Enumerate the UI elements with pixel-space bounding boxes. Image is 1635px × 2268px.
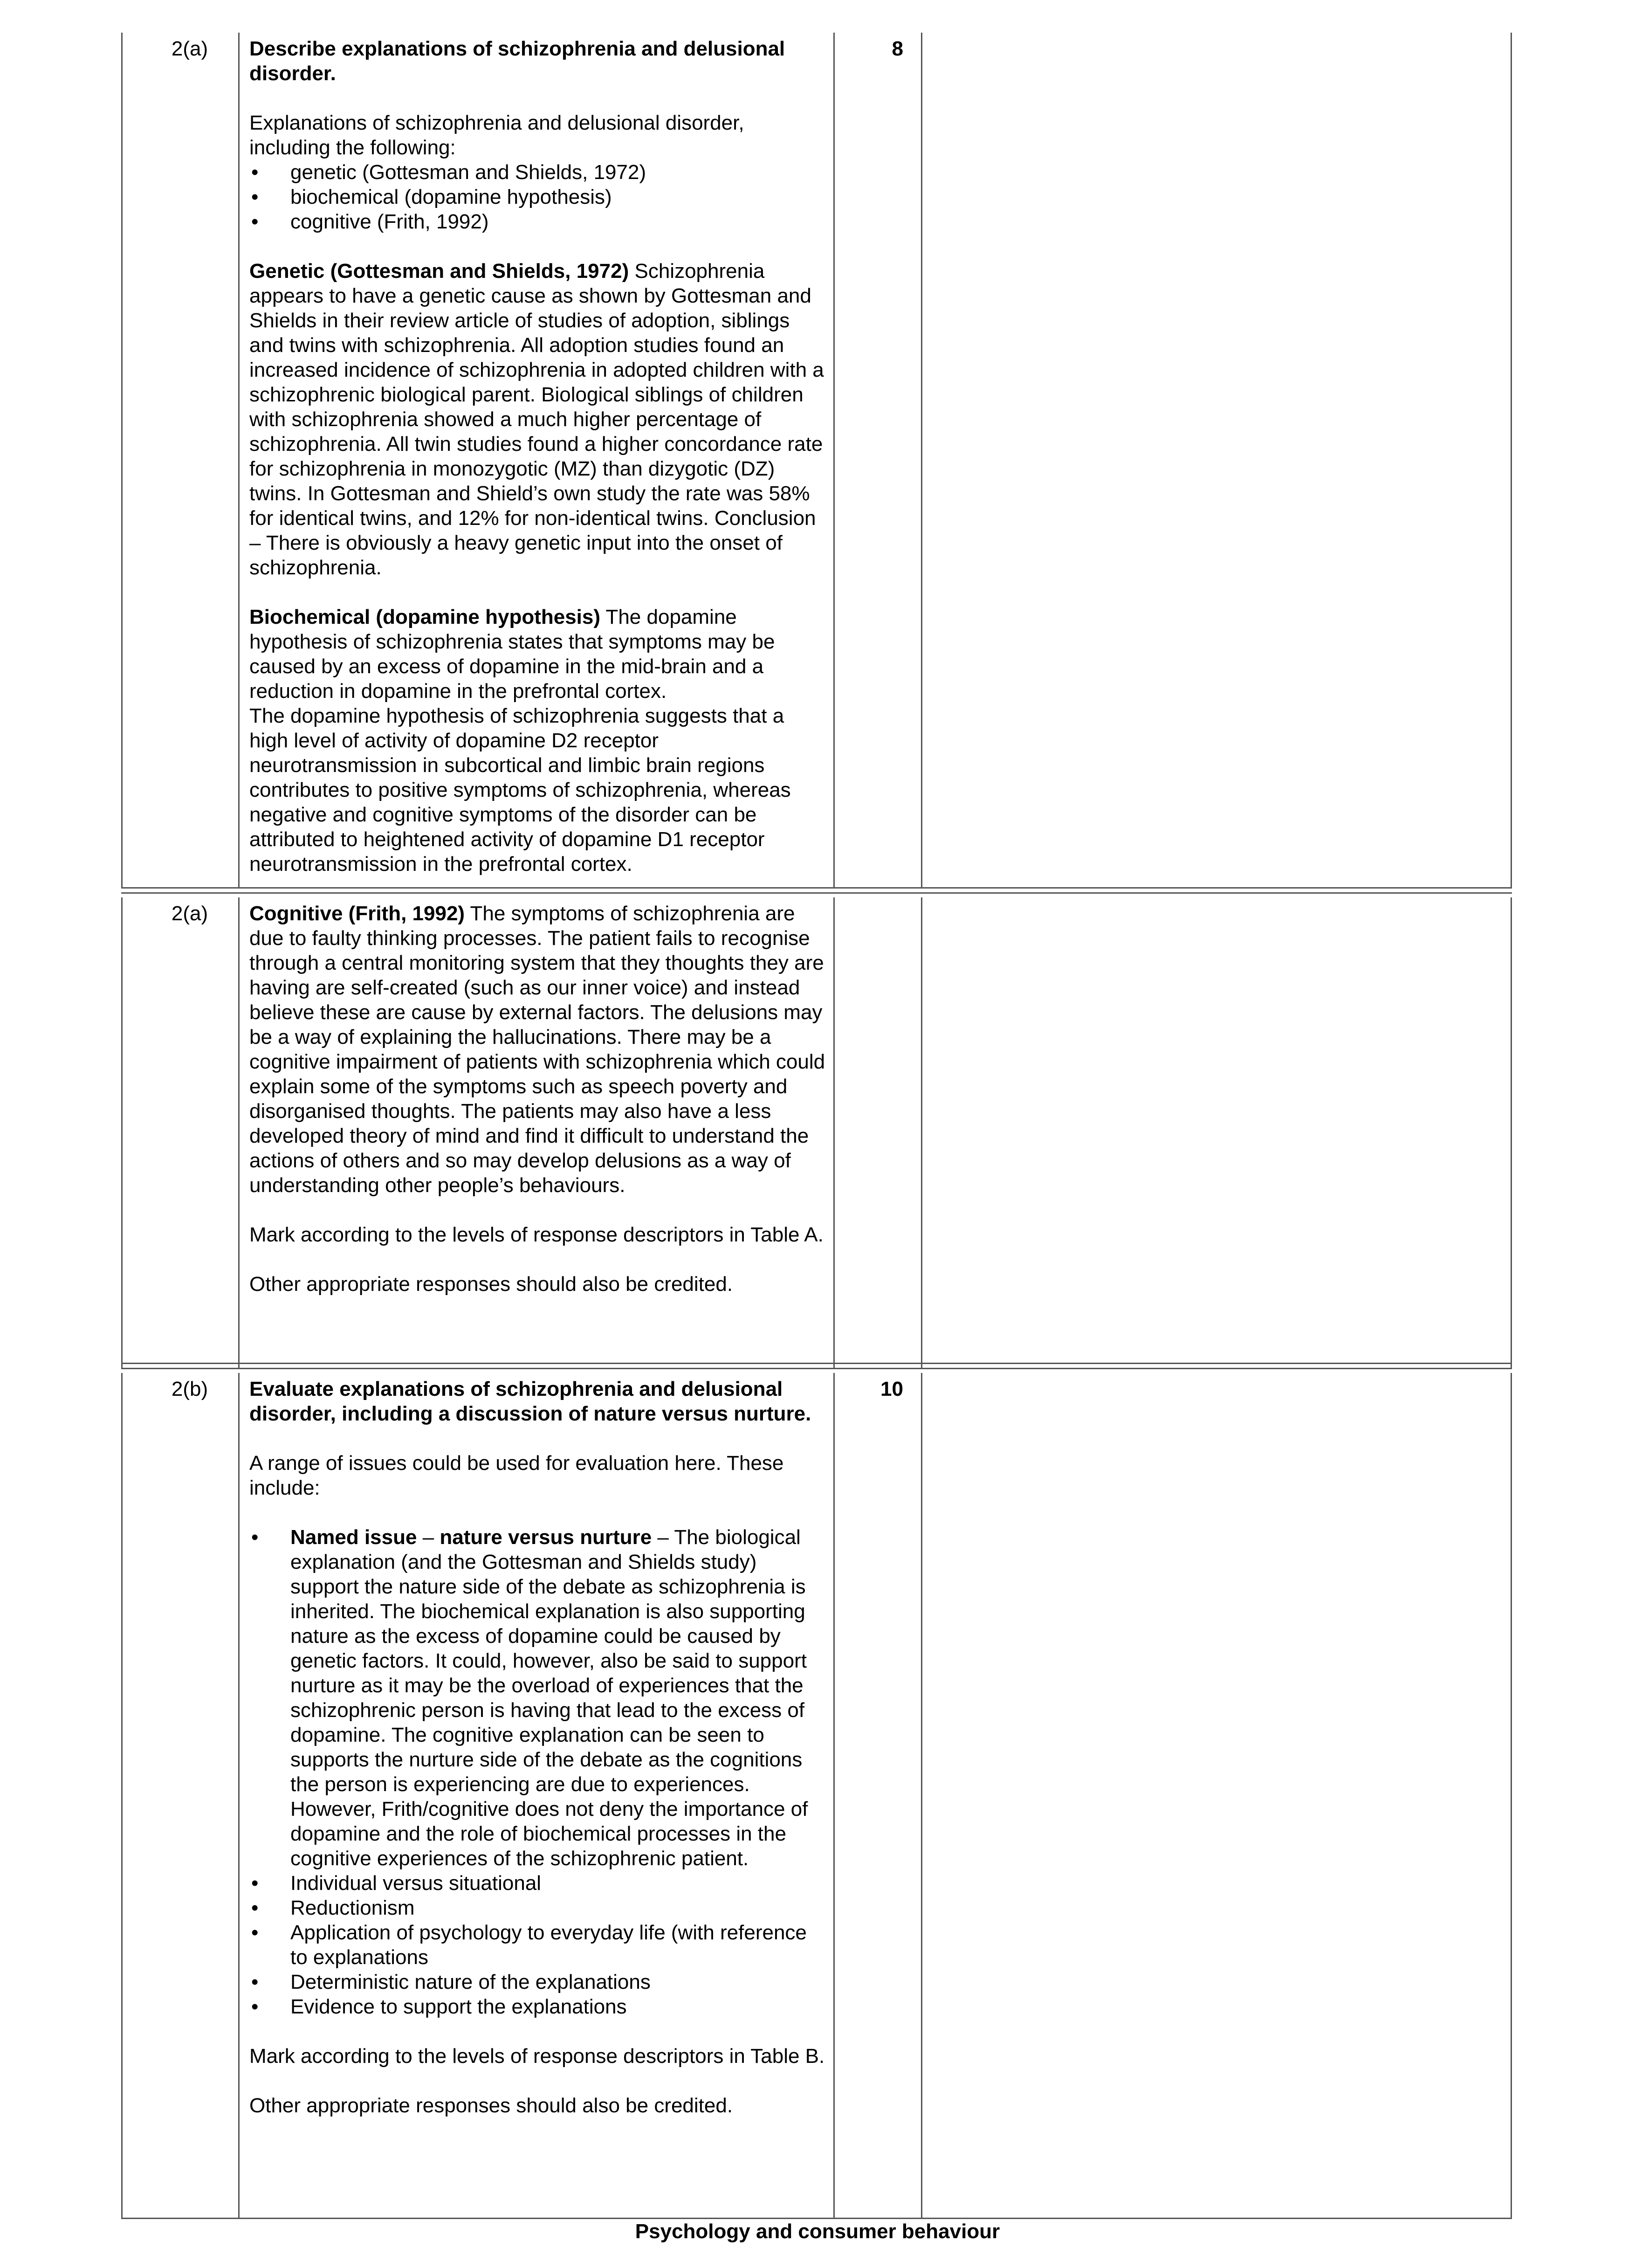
column-divider <box>921 33 922 888</box>
list-item: • Application of psychology to everyday life (with reference to explanations <box>249 1920 827 1970</box>
marks-value: 8 <box>892 37 903 60</box>
column-divider <box>238 33 240 888</box>
question-number: 2(b) <box>171 1378 208 1400</box>
question-number: 2(a) <box>171 902 208 925</box>
answer-content <box>249 901 827 1296</box>
list-item <box>249 1525 827 1871</box>
column-divider <box>921 897 922 1368</box>
marks-value: 10 <box>880 1378 903 1400</box>
row-separator <box>121 887 1512 894</box>
mark-scheme-row-2b <box>121 1373 1512 2219</box>
issue-label: Named issue <box>290 1526 417 1549</box>
question-number: 2(a) <box>171 37 208 60</box>
list-item: • Deterministic nature of the explanations <box>249 1970 827 1994</box>
mark-scheme-row-2a-part1 <box>121 33 1512 888</box>
mark-note: Mark according to the levels of response descriptors in Table B. <box>249 2045 825 2068</box>
question-heading: Evaluate explanations of schizophrenia and delusional disorder, including a discussion of nature versus nurture. <box>249 1378 811 1425</box>
other-responses-note: Other appropriate responses should also be credited. <box>249 2094 733 2117</box>
answer-content <box>249 36 827 876</box>
column-divider <box>238 1373 240 2218</box>
dash: – <box>417 1526 440 1549</box>
biochemical-paragraph <box>249 605 827 703</box>
dopamine-paragraph: The dopamine hypothesis of schizophrenia suggests that a high level of activity of dopamine D2 receptor neurotransmission in subcortical and limbic brain regions contributes to positive symptoms of schizophrenia, whereas negative and cognitive symptoms of the disorder can be attributed to heightened activity of dopamine D1 receptor neurotransmission in the prefrontal cortex. <box>249 704 791 875</box>
list-item: • Individual versus situational <box>249 1871 827 1896</box>
column-divider <box>833 1373 835 2218</box>
mark-note: Mark according to the levels of response descriptors in Table A. <box>249 1223 824 1246</box>
page-footer: Psychology and consumer behaviour <box>635 2220 1000 2243</box>
bullet-list <box>249 160 827 234</box>
mark-scheme-row-2a-part2 <box>121 897 1512 1368</box>
other-responses-note: Other appropriate responses should also be credited. <box>249 1273 733 1296</box>
paragraph-text: Schizophrenia appears to have a genetic cause as shown by Gottesman and Shields in their review article of studies of adoption, siblings and twins with schizophrenia. All adoption studies found an increased incidence of schizophrenia in adopted children with a schizophrenic biological parent. Biological siblings of children with schizophrenia showed a much higher percentage of schizophrenia. All twin studies found a higher concordance rate for schizophrenia in monozygotic (MZ) than dizygotic (DZ) twins. In Gottesman and Shield’s own study the rate was 58% for identical twins, and 12% for non-identical twins. Conclusion – There is obviously a heavy genetic input into the onset of schizophrenia. <box>249 260 824 579</box>
paragraph-title: Genetic (Gottesman and Shields, 1972) <box>249 260 629 283</box>
issue-text: – The biological explanation (and the Gottesman and Shields study) support the nature side of the debate as schizophrenia is inherited. The biochemical explanation is also supporting nature as the excess of dopamine could be caused by genetic factors. It could, however, also be said to support nurture as it may be the overload of experiences that the schizophrenic person is having that lead to the excess of dopamine. The cognitive explanation can be seen to supports the nurture side of the debate as the cognitions the person is experiencing are due to experiences. However, Frith/cognitive does not deny the importance of dopamine and the role of biochemical processes in the cognitive experiences of the schizophrenic patient. <box>290 1526 808 1870</box>
answer-content <box>249 1377 827 2118</box>
genetic-paragraph <box>249 259 827 580</box>
row-separator <box>121 1363 1512 1369</box>
list-item: • genetic (Gottesman and Shields, 1972) <box>249 160 827 185</box>
cognitive-paragraph <box>249 901 827 1198</box>
paragraph-text: The symptoms of schizophrenia are due to faulty thinking processes. The patient fails to recognise through a central monitoring system that they thoughts they are having are self-created (such as our inner voice) and instead believe these are cause by external factors. The delusions may be a way of explaining the hallucinations. There may be a cognitive impairment of patients with schizophrenia which could explain some of the symptoms such as speech poverty and disorganised thoughts. The patients may also have a less developed theory of mind and find it difficult to understand the actions of others and so may develop delusions as a way of understanding other people’s behaviours. <box>249 902 825 1197</box>
intro-text: Explanations of schizophrenia and delusional disorder, including the following: <box>249 111 744 159</box>
intro-text: A range of issues could be used for evaluation here. These include: <box>249 1452 784 1499</box>
issue-name: nature versus nurture <box>440 1526 652 1549</box>
column-divider <box>238 897 240 1368</box>
paragraph-title: Biochemical (dopamine hypothesis) <box>249 606 601 628</box>
column-divider <box>921 1373 922 2218</box>
column-divider <box>833 33 835 888</box>
paragraph-text: The dopamine hypothesis of schizophrenia states that symptoms may be caused by an excess of dopamine in the mid-brain and a reduction in dopamine in the prefrontal cortex. <box>249 606 775 703</box>
evaluation-issues-list <box>249 1525 827 2019</box>
list-item: • cognitive (Frith, 1992) <box>249 209 827 234</box>
question-heading: Describe explanations of schizophrenia and delusional disorder. <box>249 37 785 85</box>
list-item: • Reductionism <box>249 1896 827 1920</box>
list-item: • biochemical (dopamine hypothesis) <box>249 185 827 209</box>
list-item: • Evidence to support the explanations <box>249 1994 827 2019</box>
column-divider <box>833 897 835 1368</box>
paragraph-title: Cognitive (Frith, 1992) <box>249 902 465 925</box>
